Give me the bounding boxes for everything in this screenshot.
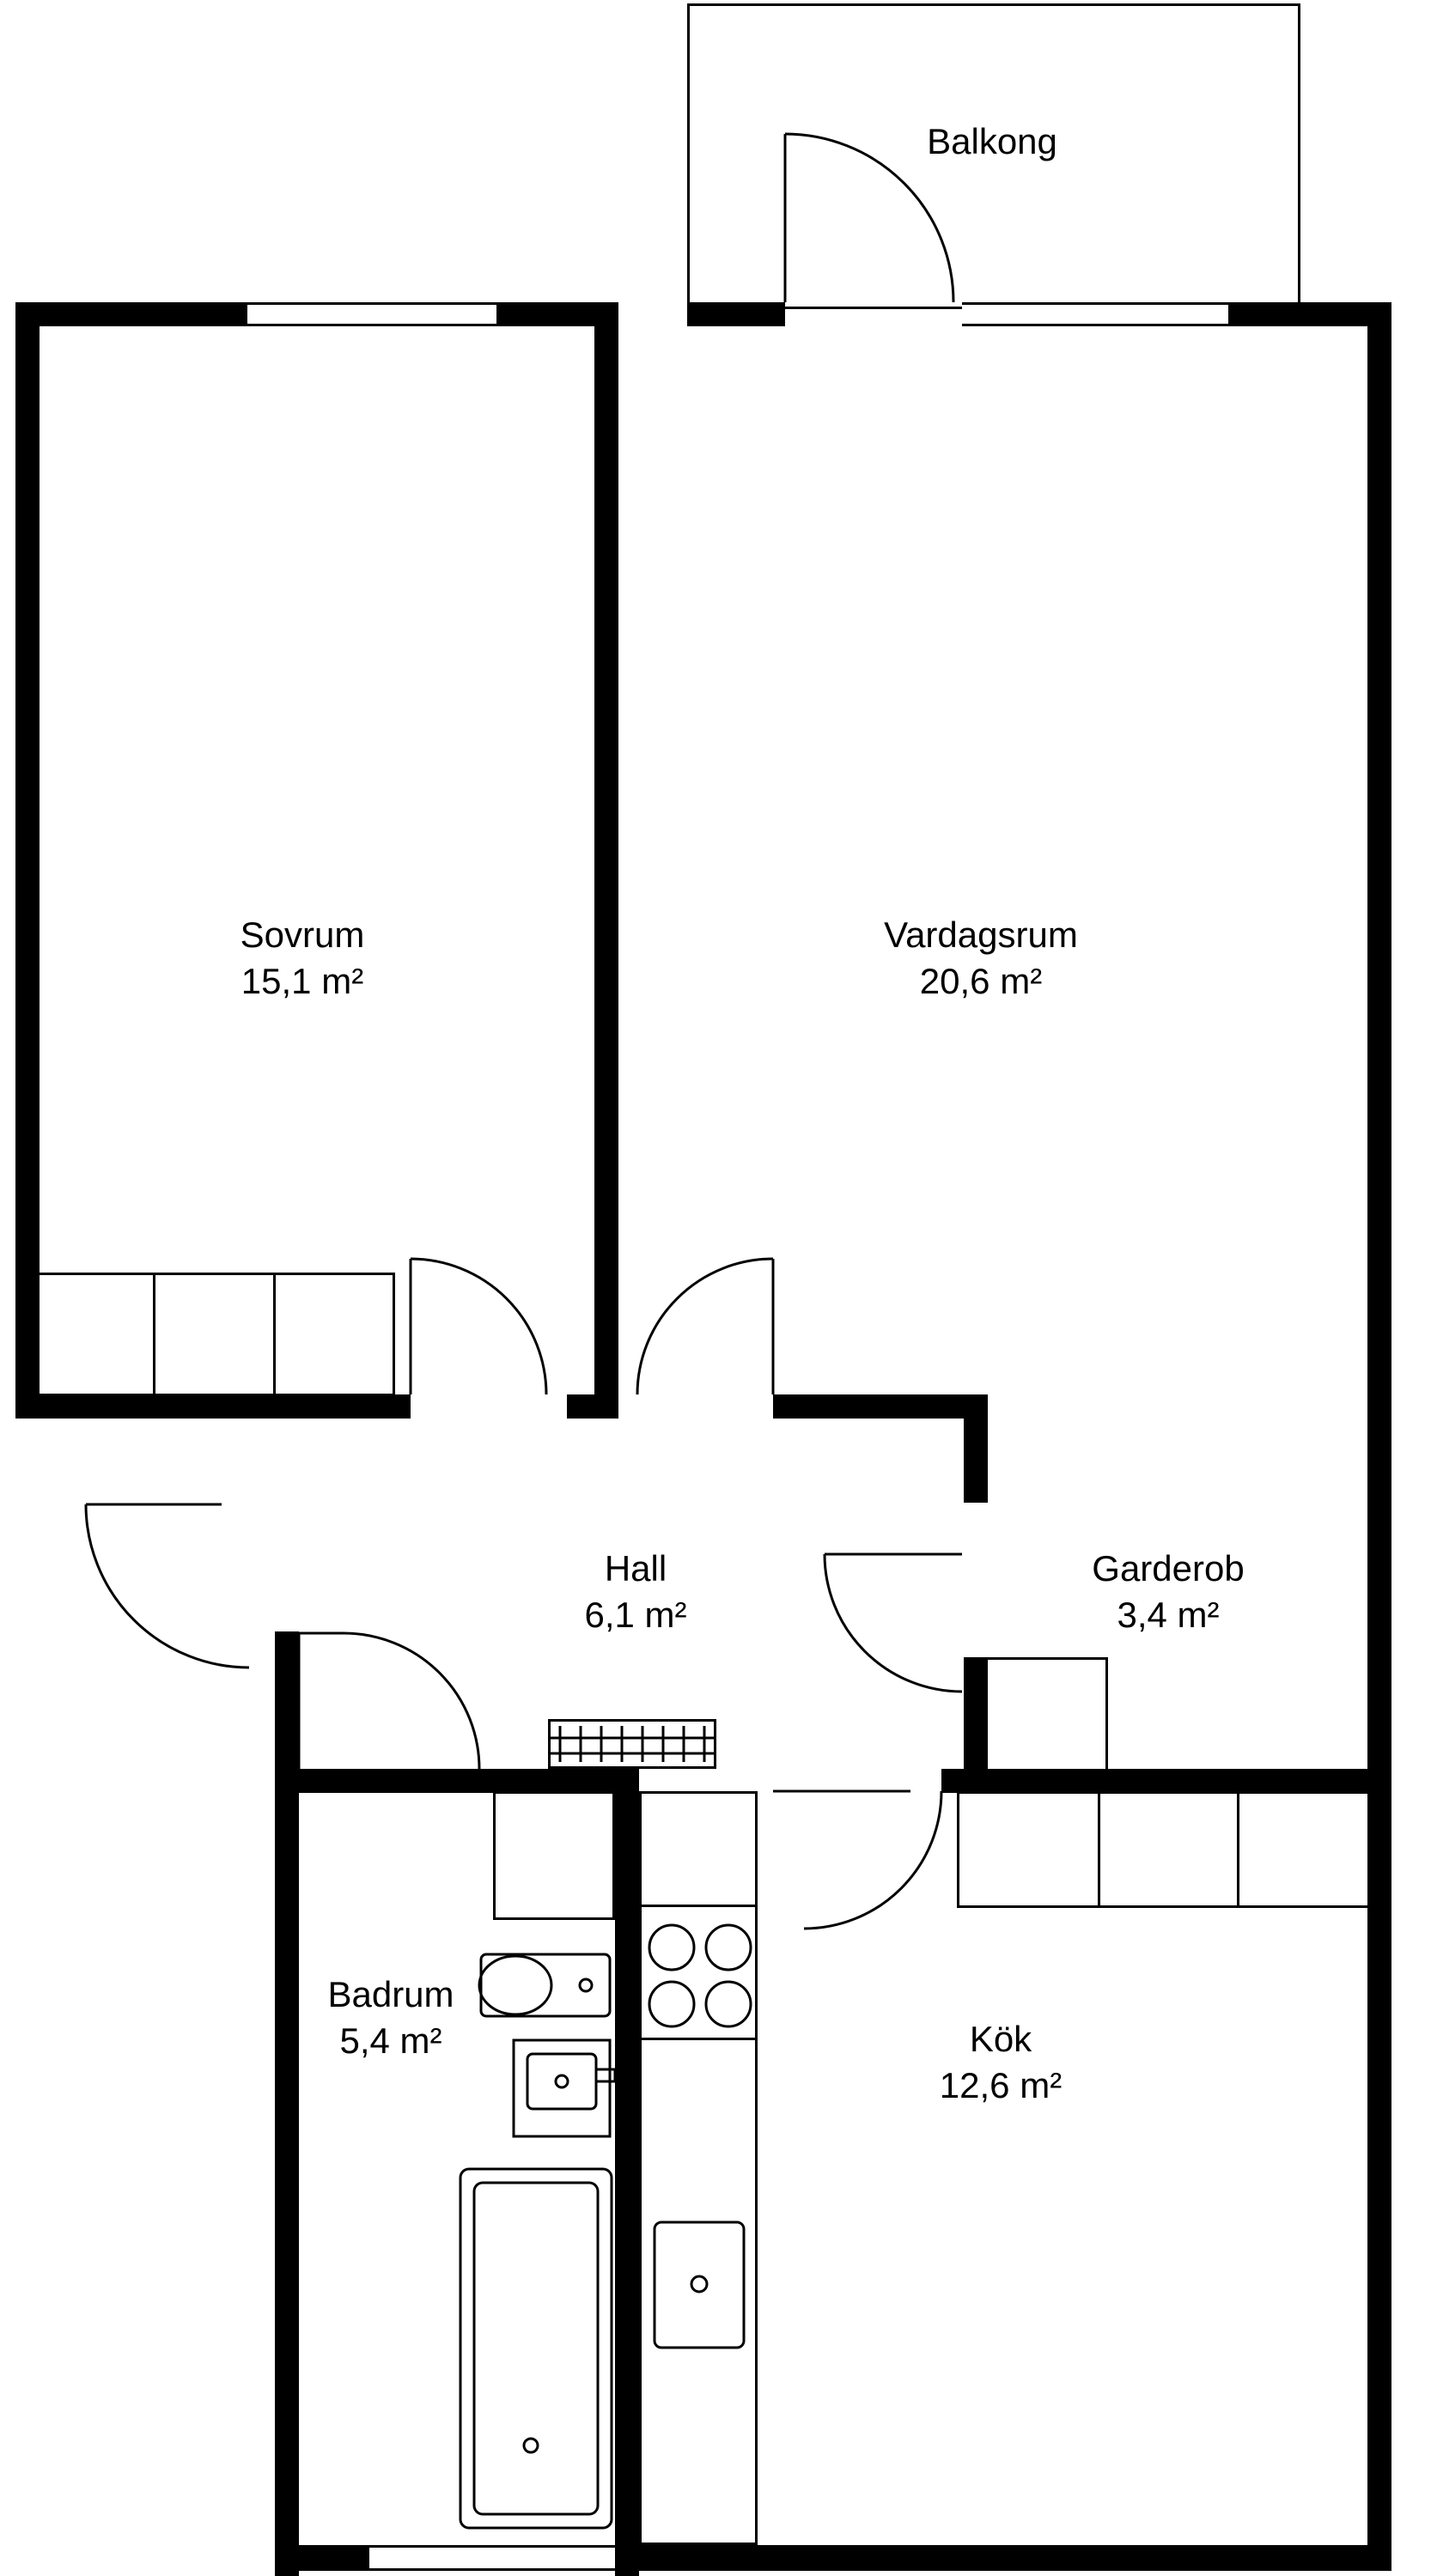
wardrobe-divider-2: [273, 1273, 276, 1396]
window-sovrum-north: [247, 302, 496, 326]
interior-wall-badrum-kok: [615, 1769, 639, 2576]
counter-divider-2: [1237, 1791, 1239, 1908]
exterior-wall-bottom-left: [275, 2545, 369, 2571]
exterior-wall-bottom-right: [615, 2545, 1391, 2571]
radiator-fixture: [548, 1719, 716, 1769]
interior-wall-hall-north-b: [773, 1394, 988, 1419]
wardrobe-divider-1: [153, 1273, 155, 1396]
exterior-wall-top-left: [15, 302, 247, 326]
room-name-kok: Kök: [969, 2019, 1032, 2059]
exterior-wall-top-mid: [687, 302, 785, 326]
room-name-vardagsrum: Vardagsrum: [884, 914, 1078, 955]
room-area-vardagsrum: 20,6 m²: [919, 960, 1043, 1001]
exterior-wall-left-upper: [15, 302, 40, 1419]
room-area-sovrum: 15,1 m²: [241, 960, 364, 1001]
room-label-balkong: [820, 118, 1164, 165]
room-area-hall: 6,1 m²: [584, 1594, 687, 1635]
window-vardagsrum-north: [962, 302, 1228, 326]
window-badrum-south: [369, 2545, 615, 2571]
interior-wall-sovrum-vardagsrum: [594, 302, 618, 1419]
room-label-badrum: [219, 1971, 563, 2064]
room-name-hall: Hall: [604, 1548, 667, 1589]
room-area-kok: 12,6 m²: [939, 2064, 1063, 2105]
exterior-wall-right: [1367, 302, 1391, 2569]
room-label-kok: [829, 2016, 1172, 2109]
interior-wall-garderob-left-upper: [964, 1394, 988, 1503]
room-area-garderob: 3,4 m²: [1117, 1594, 1220, 1635]
room-label-vardagsrum: [809, 912, 1153, 1005]
wardrobe-closet-sovrum: [34, 1273, 395, 1396]
interior-wall-sovrum-south: [15, 1394, 411, 1419]
exterior-wall-left-stub: [275, 1631, 299, 1769]
room-name-sovrum: Sovrum: [240, 914, 365, 955]
exterior-wall-left-lower: [275, 1631, 299, 2576]
room-name-garderob: Garderob: [1092, 1548, 1245, 1589]
kitchen-counter-right: [957, 1791, 1374, 1908]
room-label-hall: [464, 1546, 807, 1638]
room-label-sovrum: [131, 912, 474, 1005]
exterior-wall-top-left2: [496, 302, 608, 326]
room-label-garderob: [996, 1546, 1340, 1638]
counter-divider-1: [1098, 1791, 1100, 1908]
garderob-closet-box: [979, 1657, 1108, 1781]
interior-wall-hall-south-left: [275, 1769, 618, 1793]
room-name-balkong: Balkong: [927, 121, 1057, 161]
bathroom-cabinet: [493, 1791, 615, 1920]
room-name-badrum: Badrum: [327, 1974, 454, 2014]
stove-fixture: [639, 1905, 758, 2040]
room-area-badrum: 5,4 m²: [339, 2020, 442, 2061]
